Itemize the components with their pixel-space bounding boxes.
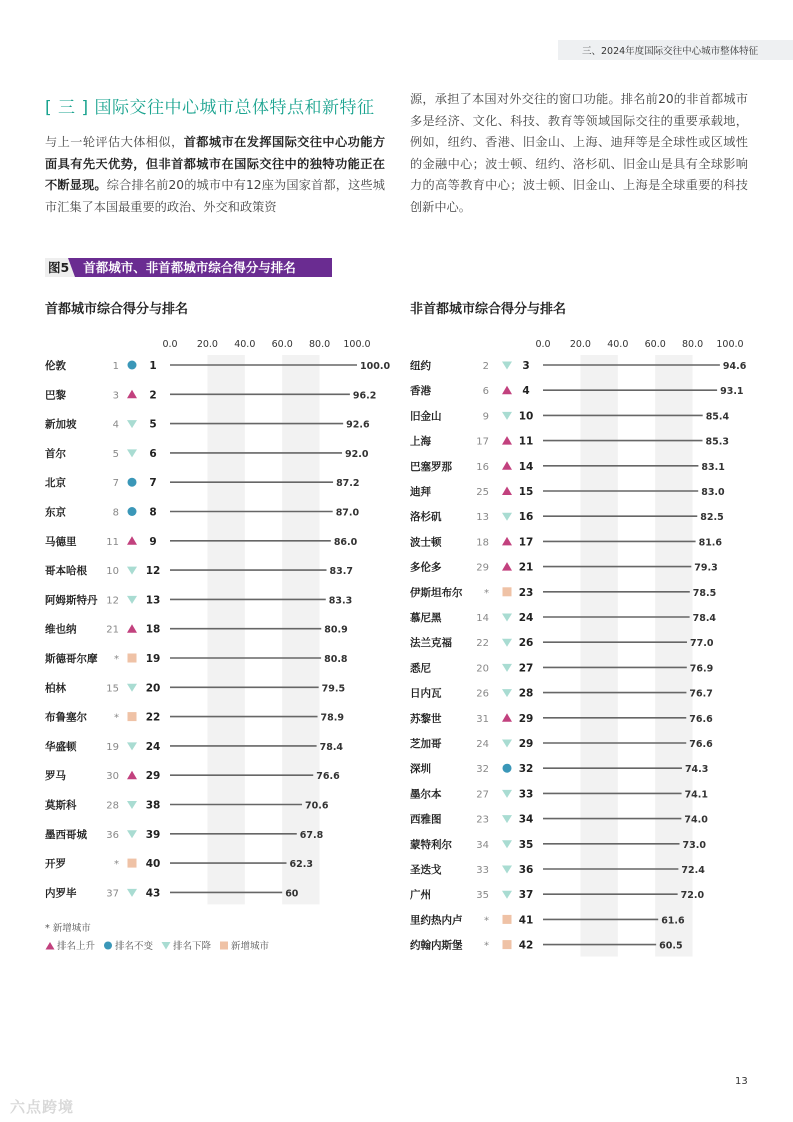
previous-rank: 12 <box>106 595 119 607</box>
previous-rank: 14 <box>476 613 489 624</box>
city-label: 新加坡 <box>45 418 77 431</box>
current-rank: 37 <box>518 889 534 902</box>
previous-rank: 10 <box>106 566 119 578</box>
previous-rank: 26 <box>476 688 489 700</box>
rank-up-icon <box>127 536 137 545</box>
city-label: 哥本哈根 <box>45 565 87 578</box>
left-paragraph <box>45 132 385 218</box>
current-rank: 8 <box>149 506 157 519</box>
watermark: 六点跨境 <box>10 1098 75 1116</box>
city-label: 西雅图 <box>410 813 442 826</box>
score-label: 80.8 <box>324 654 348 665</box>
city-label: 圣迭戈 <box>410 864 442 876</box>
x-tick-label: 80.0 <box>682 339 704 350</box>
rank-down-icon <box>502 614 512 622</box>
previous-rank: 27 <box>476 789 489 801</box>
rank-down-icon <box>502 815 512 823</box>
rank-down-icon <box>127 596 137 604</box>
rank-up-icon <box>502 562 512 571</box>
rank-up-icon <box>127 390 137 399</box>
score-label: 83.0 <box>701 487 725 498</box>
city-label: 墨西哥城 <box>45 828 87 841</box>
previous-rank: 35 <box>476 890 489 902</box>
current-rank: 18 <box>145 623 161 636</box>
city-label: 东京 <box>45 506 66 519</box>
score-label: 76.6 <box>316 771 340 783</box>
current-rank: 27 <box>518 662 534 675</box>
current-rank: 29 <box>145 770 161 783</box>
previous-rank: 29 <box>476 562 489 574</box>
rank-down-icon <box>502 866 512 874</box>
city-label: 墨尔本 <box>410 788 442 801</box>
legend-item-up <box>45 938 95 952</box>
city-label: 日内瓦 <box>410 687 442 700</box>
rank-up-icon <box>502 461 512 470</box>
legend-label-down: 排名下降 <box>173 941 212 952</box>
rank-down-icon <box>502 891 512 899</box>
previous-rank: 33 <box>476 865 489 876</box>
grid-band <box>580 355 617 957</box>
previous-rank: 36 <box>106 829 119 841</box>
current-rank: 38 <box>145 799 161 812</box>
previous-rank: 18 <box>476 537 489 549</box>
score-label: 76.6 <box>689 713 713 725</box>
city-label: 巴塞罗那 <box>410 460 452 473</box>
city-label: 首尔 <box>45 447 66 460</box>
rank-down-icon <box>127 889 137 897</box>
new-city-icon <box>503 587 512 596</box>
rank-down-icon <box>502 790 512 798</box>
previous-rank: 6 <box>482 386 489 398</box>
current-rank: 17 <box>518 536 534 549</box>
current-rank: 10 <box>518 410 534 423</box>
current-rank: 5 <box>149 418 157 431</box>
previous-rank: 7 <box>112 478 119 490</box>
previous-rank: 13 <box>476 512 489 524</box>
current-rank: 36 <box>518 864 534 876</box>
city-label: 里约热内卢 <box>410 914 463 927</box>
city-label: 阿姆斯特丹 <box>45 594 98 607</box>
new-city-icon <box>503 915 512 924</box>
previous-rank: 21 <box>106 624 119 636</box>
rank-down-icon <box>502 740 512 748</box>
current-rank: 28 <box>518 687 534 700</box>
score-label: 87.0 <box>335 507 360 519</box>
section-title: [ 三 ] 国际交往中心城市总体特点和新特征 <box>45 98 375 118</box>
right-paragraph: 源，承担了本国对外交往的窗口功能。排名前20的非首都城市多是经济、文化、科技、教育等领域国际交往的重要承载地，例如，纽约、香港、旧金山、上海、迪拜等是全球性或区域性的金融中心；波士顿、纽约、洛杉矶、旧金山是具有全球影响力的高等教育中心；波士顿、旧金山、上海是全球重要的科技创新中心。 <box>410 92 748 214</box>
current-rank: 20 <box>145 682 161 695</box>
x-tick-label: 0.0 <box>535 339 551 350</box>
previous-rank: 28 <box>106 800 119 812</box>
city-label: 莫斯科 <box>45 799 77 812</box>
score-label: 85.4 <box>705 411 730 423</box>
previous-rank: 25 <box>476 487 489 498</box>
current-rank: 1 <box>149 360 157 372</box>
score-label: 76.7 <box>689 688 713 700</box>
running-header: 三、2024年度国际交往中心城市整体特征 <box>582 46 759 57</box>
rank-down-icon <box>127 742 137 750</box>
current-rank: 2 <box>149 389 157 402</box>
previous-rank: 9 <box>482 411 489 423</box>
previous-rank: * <box>114 654 119 665</box>
city-label: 巴黎 <box>45 389 66 402</box>
city-label: 芝加哥 <box>410 738 442 750</box>
city-label: 慕尼黑 <box>410 612 442 624</box>
current-rank: 11 <box>518 435 534 448</box>
score-label: 79.3 <box>694 562 718 574</box>
previous-rank: 5 <box>112 448 119 460</box>
rank-down-icon <box>502 362 512 370</box>
rank-down-icon <box>127 420 137 428</box>
city-label: 斯德哥尔摩 <box>45 653 98 665</box>
city-label: 布鲁塞尔 <box>45 711 87 724</box>
current-rank: 40 <box>145 858 161 871</box>
previous-rank: 23 <box>476 814 489 826</box>
score-label: 74.3 <box>684 764 709 776</box>
score-label: 60 <box>285 888 299 900</box>
city-label: 深圳 <box>410 763 431 776</box>
current-rank: 13 <box>145 594 161 607</box>
left-para-bold: 首都城市在发挥国际交往中心功能方面具有先天优势，但非首都城市在国际交往中的独特功能正在不断显现。 <box>45 135 386 192</box>
current-rank: 3 <box>522 360 530 372</box>
rank-up-icon <box>502 386 512 395</box>
new-city-icon <box>503 940 512 949</box>
previous-rank: 32 <box>476 764 489 776</box>
previous-rank: 4 <box>112 419 119 431</box>
rank-up-icon <box>502 436 512 445</box>
city-label: 北京 <box>45 477 66 490</box>
rank-down-icon <box>502 664 512 672</box>
score-label: 87.2 <box>336 478 360 490</box>
square-icon <box>219 941 229 950</box>
score-label: 80.9 <box>324 624 348 636</box>
score-label: 78.4 <box>319 741 344 753</box>
current-rank: 34 <box>518 813 534 826</box>
previous-rank: * <box>484 915 489 927</box>
rank-down-icon <box>502 840 512 848</box>
score-label: 73.0 <box>682 839 706 851</box>
current-rank: 33 <box>518 788 534 801</box>
score-label: 76.6 <box>689 739 713 750</box>
x-tick-label: 0.0 <box>162 339 178 350</box>
previous-rank: 24 <box>476 739 489 750</box>
grid-band <box>207 355 244 904</box>
footnote: * 新增城市 <box>45 923 91 934</box>
score-label: 78.9 <box>320 712 344 724</box>
current-rank: 29 <box>518 738 534 750</box>
score-label: 74.0 <box>684 814 708 826</box>
score-label: 83.7 <box>329 566 353 578</box>
previous-rank: 15 <box>106 683 119 695</box>
rank-same-icon <box>503 764 512 773</box>
rank-down-icon <box>127 449 137 457</box>
page-number: 13 <box>735 1076 748 1087</box>
city-label: 广州 <box>410 889 431 902</box>
score-label: 76.9 <box>689 663 714 675</box>
previous-rank: 3 <box>112 390 119 402</box>
x-tick-label: 40.0 <box>234 339 256 350</box>
previous-rank: * <box>114 859 119 871</box>
previous-rank: 1 <box>112 361 119 372</box>
grid-band <box>282 355 319 904</box>
city-label: 洛杉矶 <box>410 511 442 524</box>
current-rank: 35 <box>518 838 534 851</box>
current-rank: 24 <box>518 612 534 624</box>
rank-down-icon <box>127 567 137 575</box>
city-label: 伦敦 <box>45 360 66 372</box>
current-rank: 12 <box>145 565 161 578</box>
city-label: 约翰内斯堡 <box>410 939 463 952</box>
city-label: 马德里 <box>45 535 77 548</box>
previous-rank: 16 <box>476 461 489 473</box>
new-city-icon <box>128 859 137 868</box>
score-label: 81.6 <box>698 537 723 549</box>
legend-item-down <box>161 938 211 952</box>
score-label: 77.0 <box>689 638 714 650</box>
score-label: 67.8 <box>299 829 324 841</box>
current-rank: 19 <box>145 653 161 665</box>
score-label: 94.6 <box>722 361 747 372</box>
city-label: 苏黎世 <box>410 712 442 725</box>
current-rank: 41 <box>518 914 534 927</box>
left-para-seg1: 与上一轮评估大体相似， <box>45 135 184 149</box>
current-rank: 29 <box>518 712 534 725</box>
current-rank: 39 <box>145 828 161 841</box>
city-label: 香港 <box>410 385 431 398</box>
current-rank: 16 <box>518 511 534 524</box>
score-label: 92.6 <box>346 419 370 431</box>
x-tick-label: 80.0 <box>309 339 331 350</box>
rank-up-icon <box>502 713 512 722</box>
left-chart-title: 首都城市综合得分与排名 <box>45 302 189 317</box>
current-rank: 21 <box>518 561 534 574</box>
triangle-down-icon <box>161 941 171 950</box>
previous-rank: 20 <box>476 663 489 675</box>
previous-rank: 11 <box>106 536 119 548</box>
city-label: 罗马 <box>45 770 66 783</box>
previous-rank: * <box>114 712 119 724</box>
previous-rank: 17 <box>476 436 489 448</box>
score-label: 86.0 <box>333 536 358 548</box>
rank-down-icon <box>502 639 512 647</box>
city-label: 开罗 <box>45 858 66 871</box>
rank-up-icon <box>127 624 137 633</box>
rank-up-icon <box>502 537 512 546</box>
x-tick-label: 100.0 <box>716 339 744 350</box>
previous-rank: 34 <box>476 839 489 851</box>
legend-label-new: 新增城市 <box>231 941 270 952</box>
score-label: 72.4 <box>681 865 705 876</box>
legend-label-up: 排名上升 <box>57 941 96 952</box>
rank-same-icon <box>128 507 137 516</box>
rank-down-icon <box>127 830 137 838</box>
rank-down-icon <box>502 513 512 521</box>
current-rank: 15 <box>518 486 534 498</box>
current-rank: 42 <box>518 939 534 952</box>
legend-label-same: 排名不变 <box>115 941 154 952</box>
rank-down-icon <box>502 689 512 697</box>
non-capital-cities-chart <box>410 335 793 960</box>
score-label: 82.5 <box>700 512 724 524</box>
score-label: 92.0 <box>345 448 369 460</box>
score-label: 85.3 <box>705 436 729 448</box>
city-label: 伊斯坦布尔 <box>410 586 463 599</box>
previous-rank: 30 <box>106 771 119 783</box>
previous-rank: * <box>484 940 489 952</box>
legend-item-same <box>103 938 153 952</box>
capital-cities-chart <box>45 335 425 905</box>
rank-up-icon <box>127 771 137 780</box>
current-rank: 26 <box>518 637 534 650</box>
previous-rank: 2 <box>482 361 489 372</box>
x-tick-label: 100.0 <box>343 339 371 350</box>
city-label: 波士顿 <box>410 536 442 549</box>
x-tick-label: 60.0 <box>271 339 293 350</box>
rank-down-icon <box>502 412 512 420</box>
right-chart-title: 非首都城市综合得分与排名 <box>410 302 567 317</box>
score-label: 78.4 <box>692 613 717 624</box>
rank-same-icon <box>128 478 137 487</box>
previous-rank: * <box>484 587 489 599</box>
score-label: 78.5 <box>692 587 717 599</box>
city-label: 上海 <box>410 435 431 448</box>
new-city-icon <box>128 712 137 721</box>
current-rank: 23 <box>518 586 534 599</box>
score-label: 93.1 <box>720 386 744 398</box>
city-label: 法兰克福 <box>410 637 452 650</box>
current-rank: 4 <box>522 385 530 398</box>
rank-down-icon <box>127 684 137 692</box>
figure-number: 图5 <box>45 258 75 277</box>
previous-rank: 37 <box>106 888 119 900</box>
current-rank: 32 <box>518 763 534 776</box>
legend <box>45 938 277 952</box>
score-label: 74.1 <box>684 789 709 801</box>
current-rank: 14 <box>518 460 534 473</box>
city-label: 华盛顿 <box>45 740 77 753</box>
previous-rank: 22 <box>476 638 489 650</box>
circle-icon <box>103 941 113 950</box>
legend-item-new <box>219 938 269 952</box>
previous-rank: 19 <box>106 741 119 753</box>
city-label: 旧金山 <box>410 410 442 423</box>
city-label: 蒙特利尔 <box>410 838 452 851</box>
figure-caption <box>45 258 332 277</box>
current-rank: 24 <box>145 740 161 753</box>
current-rank: 7 <box>149 477 157 490</box>
current-rank: 9 <box>149 535 157 548</box>
score-label: 72.0 <box>680 890 705 902</box>
city-label: 内罗毕 <box>45 887 77 900</box>
figure-title: 首都城市、非首都城市综合得分与排名 <box>75 258 332 277</box>
rank-down-icon <box>127 801 137 809</box>
score-label: 61.6 <box>661 915 685 927</box>
city-label: 纽约 <box>410 360 431 372</box>
score-label: 83.1 <box>701 461 725 473</box>
score-label: 100.0 <box>360 361 391 372</box>
score-label: 83.3 <box>328 595 353 607</box>
rank-up-icon <box>502 487 512 496</box>
current-rank: 22 <box>145 711 161 724</box>
x-tick-label: 40.0 <box>607 339 629 350</box>
x-tick-label: 20.0 <box>196 339 218 350</box>
city-label: 多伦多 <box>410 561 442 574</box>
x-tick-label: 60.0 <box>644 339 666 350</box>
score-label: 70.6 <box>305 800 329 812</box>
x-tick-label: 20.0 <box>569 339 591 350</box>
left-para-seg2: 综合排名前20的城市中有12座为国家首都，这些城市汇集了本国最重要的政治、外交和政策资 <box>45 178 385 214</box>
score-label: 60.5 <box>659 940 683 952</box>
score-label: 79.5 <box>321 683 346 695</box>
score-label: 62.3 <box>289 859 313 871</box>
previous-rank: 8 <box>112 507 119 519</box>
current-rank: 43 <box>145 887 161 900</box>
new-city-icon <box>128 654 137 663</box>
city-label: 悉尼 <box>410 662 431 675</box>
city-label: 柏林 <box>45 682 66 695</box>
current-rank: 6 <box>149 447 157 460</box>
score-label: 96.2 <box>352 390 377 402</box>
rank-same-icon <box>128 361 137 370</box>
city-label: 迪拜 <box>410 486 431 498</box>
previous-rank: 31 <box>476 713 489 725</box>
city-label: 维也纳 <box>45 623 77 636</box>
triangle-up-icon <box>45 941 55 950</box>
